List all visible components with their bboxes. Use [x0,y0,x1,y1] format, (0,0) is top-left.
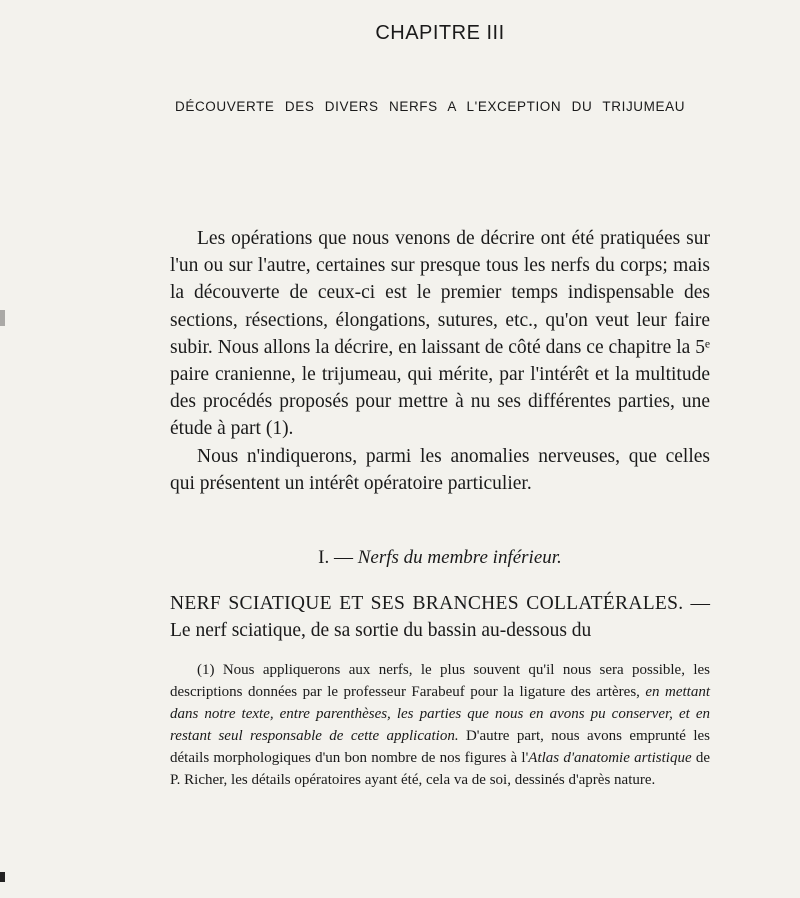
nerve-heading: NERF SCIATIQUE ET SES BRANCHES COLLATÉRALES. [170,593,684,614]
paragraph: Les opérations que nous venons de décrire ont été pratiquées sur l'un ou sur l'autre, certaines sur presque tous les nerfs du corps; mais la découverte de ceux-ci est le premier temps indispensable des sections, résections, élongations, sutures, etc., qu'on veut leur faire subir. Nous allons la décrire, en laissant de côté dans ce chapitre la 5ᵉ paire cranienne, le trijumeau, qui mérite, par l'intérêt et la multitude des procédés proposés pour mettre à nu ses différentes parties, une étude à part (1). [170,228,710,440]
page-edge-mark [0,310,5,326]
section-title: Nerfs du membre inférieur. [357,547,562,568]
footnote-text: (1) Nous appliquerons aux nerfs, le plus souvent qu'il nous sera possible, les descriptions données par le professeur Farabeuf pour la ligature des artères, [170,662,710,700]
section-heading [0,547,800,569]
page-edge-mark [0,872,5,882]
body-text [170,225,710,497]
footnote-atlas-title: Atlas d'anatomie artistique [528,750,692,766]
section-number: I. — [318,547,353,568]
nerve-paragraph [170,590,710,644]
chapter-title: CHAPITRE III [375,22,505,44]
nerve-text: — Le nerf sciatique, de sa sortie du bassin au-dessous du [170,593,711,641]
paragraph: Nous n'indiquerons, parmi les anomalies nerveuses, que celles qui présentent un intérêt opératoire particulier. [170,445,710,494]
footnote-text: D'autre part, nous avons emprunté les détails morphologiques d'un bon nombre de nos figures à l' [170,728,710,766]
footnote-italic: en mettant dans notre texte, entre parenthèses, les parties que nous en avons pu conserver, et en restant seul responsable de cette application. [170,684,711,744]
footnote-text: de P. Richer, les détails opératoires ayant été, cela va de soi, dessinés d'après nature. [170,750,710,788]
chapter-subtitle: DÉCOUVERTE DES DIVERS NERFS A L'EXCEPTION DU TRIJUMEAU [175,99,686,114]
footnote [170,659,710,791]
